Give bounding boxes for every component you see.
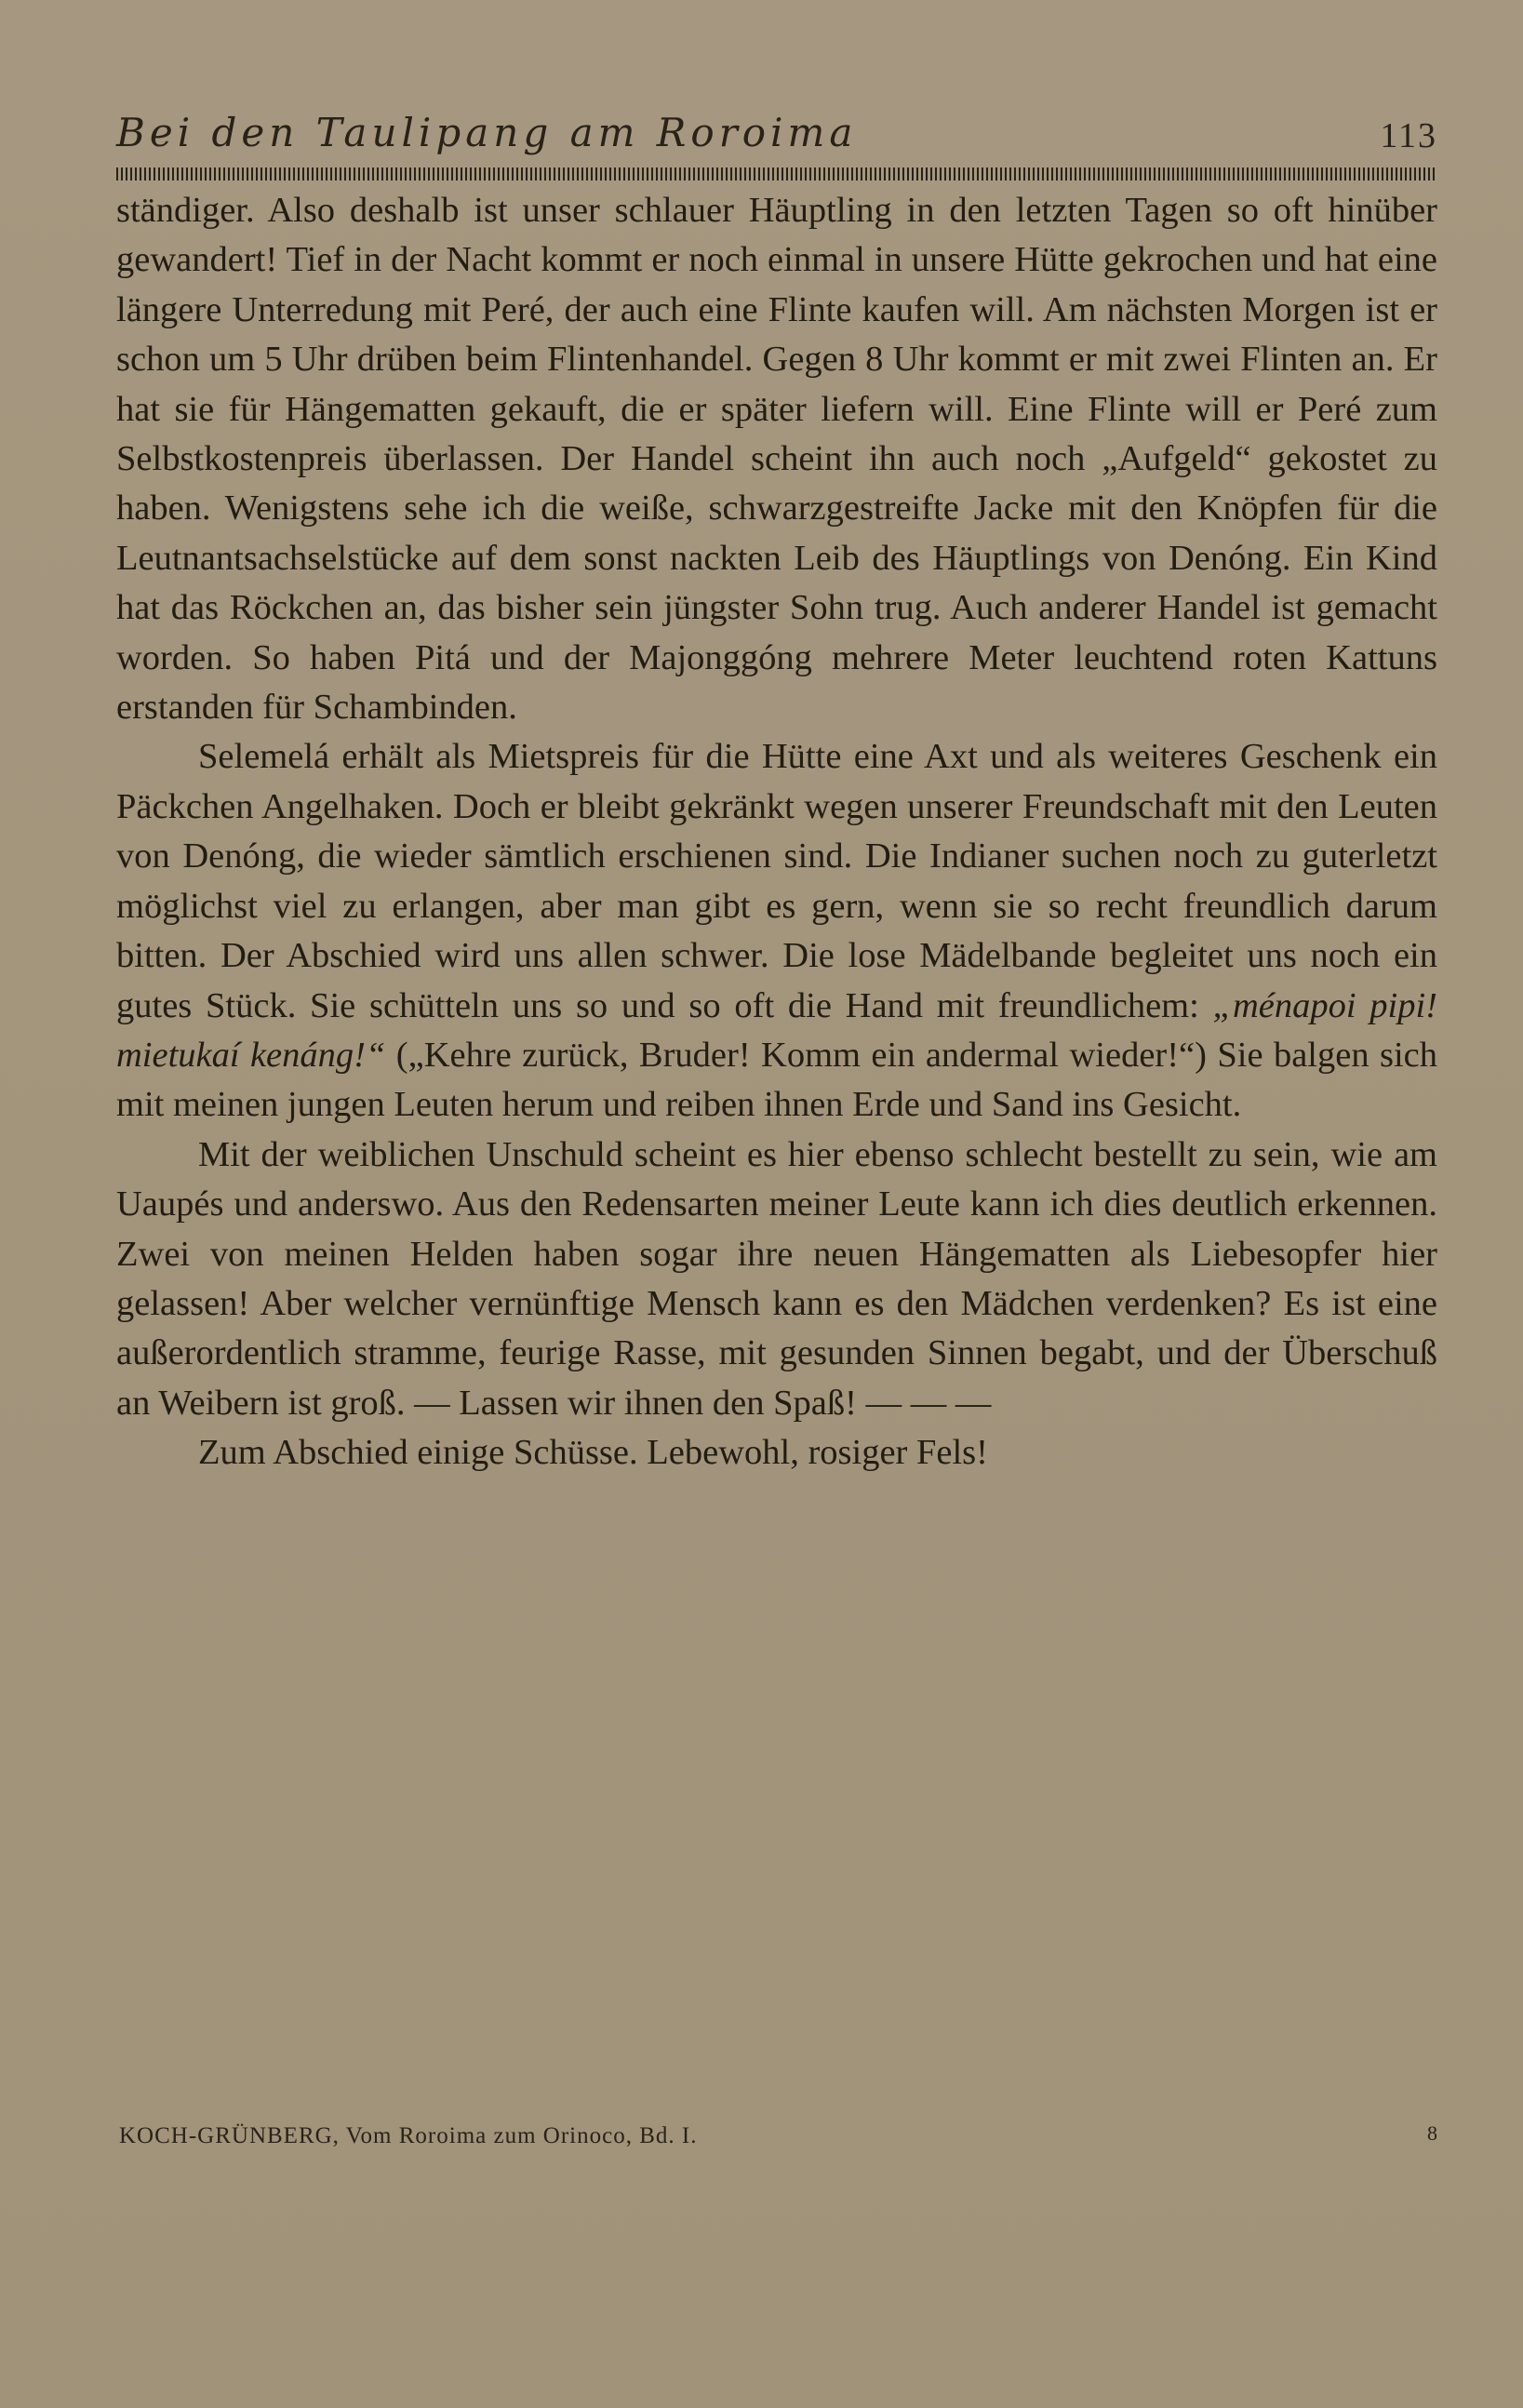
- paragraph-1: ständiger. Also deshalb ist unser schlauer Häuptling in den letzten Tagen so oft hinüber gewandert! Tief in der Nacht kommt er noch einmal in unsere Hütte gekrochen und hat eine längere Unterredung mit Peré, der auch eine Flinte kaufen will. Am nächsten Morgen ist er schon um 5 Uhr drüben beim Flintenhandel. Gegen 8 Uhr kommt er mit zwei Flinten an. Er hat sie für Hängematten gekauft, die er später liefern will. Eine Flinte will er Peré zum Selbstkostenpreis überlassen. Der Handel scheint ihn auch noch „Aufgeld“ gekostet zu haben. Wenigstens sehe ich die weiße, schwarzgestreifte Jacke mit den Knöpfen für die Leutnantsachselstücke auf dem sonst nackten Leib des Häuptlings von Denóng. Ein Kind hat das Röckchen an, das bisher sein jüngster Sohn trug. Auch anderer Handel ist gemacht worden. So haben Pitá und der Majonggóng mehrere Meter leuchtend roten Kattuns erstanden für Schambinden.: [116, 191, 1437, 728]
- running-head: [116, 110, 1437, 166]
- paragraph-4: Zum Abschied einige Schüsse. Lebewohl, rosiger Fels!: [198, 1433, 988, 1473]
- paragraph-2: [116, 732, 1437, 1130]
- signature-mark: 8: [1427, 2121, 1437, 2145]
- body-text: [116, 186, 1437, 1478]
- paragraph-2-italic-quote: „ménapoi pipi! mietukaí kenáng!“: [116, 985, 1437, 1075]
- ornamental-rule: [116, 167, 1437, 181]
- paragraph-3: Mit der weiblichen Unschuld scheint es hier ebenso schlecht bestellt zu sein, wie am Uaupés und anderswo. Aus den Redensarten meiner Leute kann ich dies deutlich erkennen. Zwei von meinen Helden haben sogar ihre neuen Hängematten als Liebesopfer hier gelassen! Aber welcher vernünftige Mensch kann es den Mädchen verdenken? Es ist eine außerordentlich stramme, feurige Rasse, mit gesunden Sinnen begabt, und der Überschuß an Weibern ist groß. — Lassen wir ihnen den Spaß! — — —: [116, 1134, 1437, 1423]
- footer-credit: KOCH-GRÜNBERG, Vom Roroima zum Orinoco, Bd. I.: [119, 2123, 698, 2148]
- paragraph-2-text-before: Selemelá erhält als Mietspreis für die Hütte eine Axt und als weiteres Geschenk ein Päckchen Angelhaken. Doch er bleibt gekränkt wegen unserer Freundschaft mit den Leuten von Denóng, die wieder sämtlich erschienen sind. Die Indianer suchen noch zu guterletzt möglichst viel zu erlangen, aber man gibt es gern, wenn sie so recht freundlich darum bitten. Der Abschied wird uns allen schwer. Die lose Mädelbande begleitet uns noch ein gutes Stück. Sie schütteln uns so und so oft die Hand mit freundlichem:: [116, 737, 1437, 1025]
- page-number: 113: [1380, 116, 1437, 155]
- paragraph-2-text-after: („Kehre zurück, Bruder! Komm ein andermal wieder!“) Sie balgen sich mit meinen jungen Leuten herum und reiben ihnen Erde und Sand ins Gesicht.: [116, 1035, 1437, 1125]
- running-title: Bei den Taulipang am Roroima: [116, 110, 858, 155]
